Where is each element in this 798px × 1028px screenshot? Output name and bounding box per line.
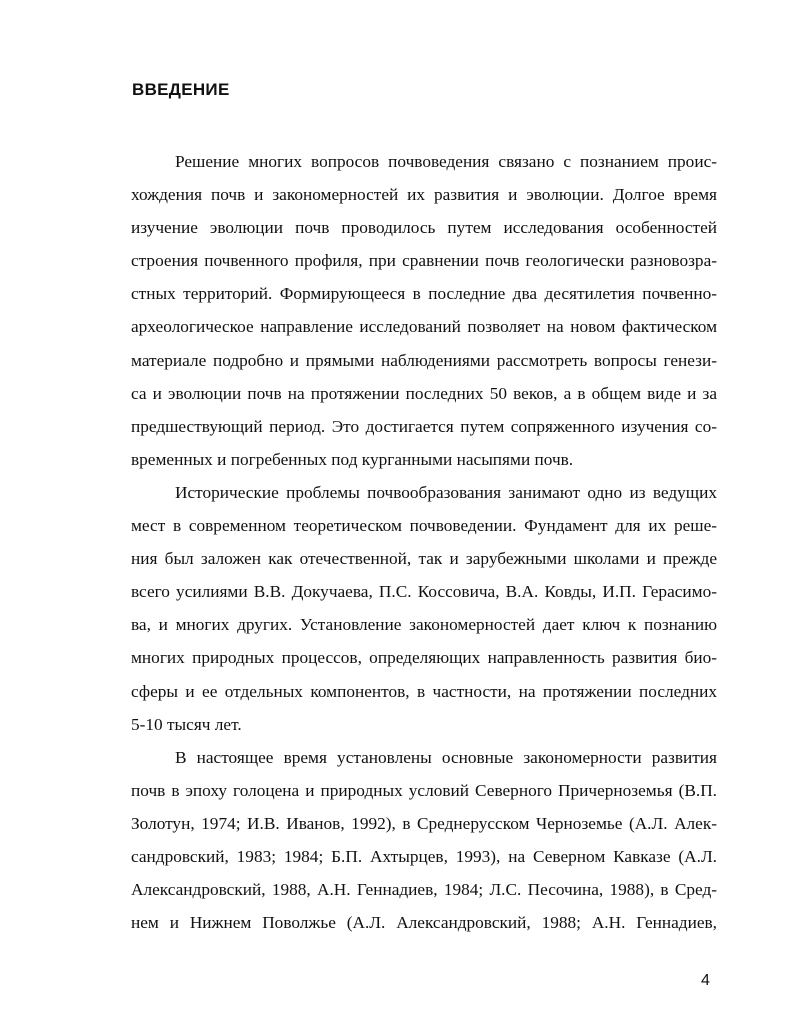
- text-line: предшествующий период. Это достигается путем сопряженного изучения со-: [131, 416, 717, 436]
- text-line: археологическое направление исследований позволяет на новом фактическом: [131, 317, 717, 337]
- text-line: Решение многих вопросов почвоведения связано с познанием проис-: [175, 152, 717, 171]
- text-line: материале подробно и прямыми наблюдениями рассмотреть вопросы генези-: [131, 350, 717, 370]
- text-line: са и эволюции почв на протяжении последних 50 веков, а в общем виде и за: [131, 383, 717, 403]
- text-line: сандровский, 1983; 1984; Б.П. Ахтырцев, 1993), на Северном Кавказе (А.Л.: [131, 846, 717, 866]
- text-line: В настоящее время установлены основные закономерности развития: [175, 747, 717, 767]
- text-line: временных и погребенных под курганными насыпями почв.: [131, 449, 574, 469]
- text-line: 5-10 тысяч лет.: [131, 714, 242, 734]
- page-number: 4: [701, 972, 710, 989]
- text-line: многих природных процессов, определяющих направленность развития био-: [131, 648, 717, 668]
- text-line: строения почвенного профиля, при сравнении почв геологически разновозра-: [131, 251, 717, 271]
- section-heading: ВВЕДЕНИЕ: [132, 80, 230, 99]
- body-text: [131, 145, 717, 939]
- text-line: Исторические проблемы почвообразования занимают одно из ведущих: [175, 482, 717, 502]
- text-line: стных территорий. Формирующееся в последние два десятилетия почвенно-: [131, 284, 717, 304]
- text-line: всего усилиями В.В. Докучаева, П.С. Коссовича, В.А. Ковды, И.П. Герасимо-: [131, 582, 717, 602]
- text-line: ния был заложен как отечественной, так и зарубежными школами и прежде: [131, 549, 717, 569]
- text-line: Александровский, 1988, А.Н. Геннадиев, 1984; Л.С. Песочина, 1988), в Сред-: [131, 880, 717, 900]
- text-line: хождения почв и закономерностей их развития и эволюции. Долгое время: [131, 185, 717, 205]
- text-line: почв в эпоху голоцена и природных условий Северного Причерноземья (В.П.: [131, 780, 717, 800]
- text-line: Золотун, 1974; И.В. Иванов, 1992), в Среднерусском Черноземье (А.Л. Алек-: [131, 813, 717, 833]
- text-line: изучение эволюции почв проводилось путем исследования особенностей: [131, 218, 717, 238]
- text-line: мест в современном теоретическом почвоведении. Фундамент для их реше-: [131, 516, 717, 536]
- text-line: нем и Нижнем Поволжье (А.Л. Александровский, 1988; А.Н. Геннадиев,: [131, 913, 717, 933]
- text-line: сферы и ее отдельных компонентов, в частности, на протяжении последних: [131, 681, 717, 701]
- text-line: ва, и многих других. Установление закономерностей дает ключ к познанию: [131, 615, 717, 635]
